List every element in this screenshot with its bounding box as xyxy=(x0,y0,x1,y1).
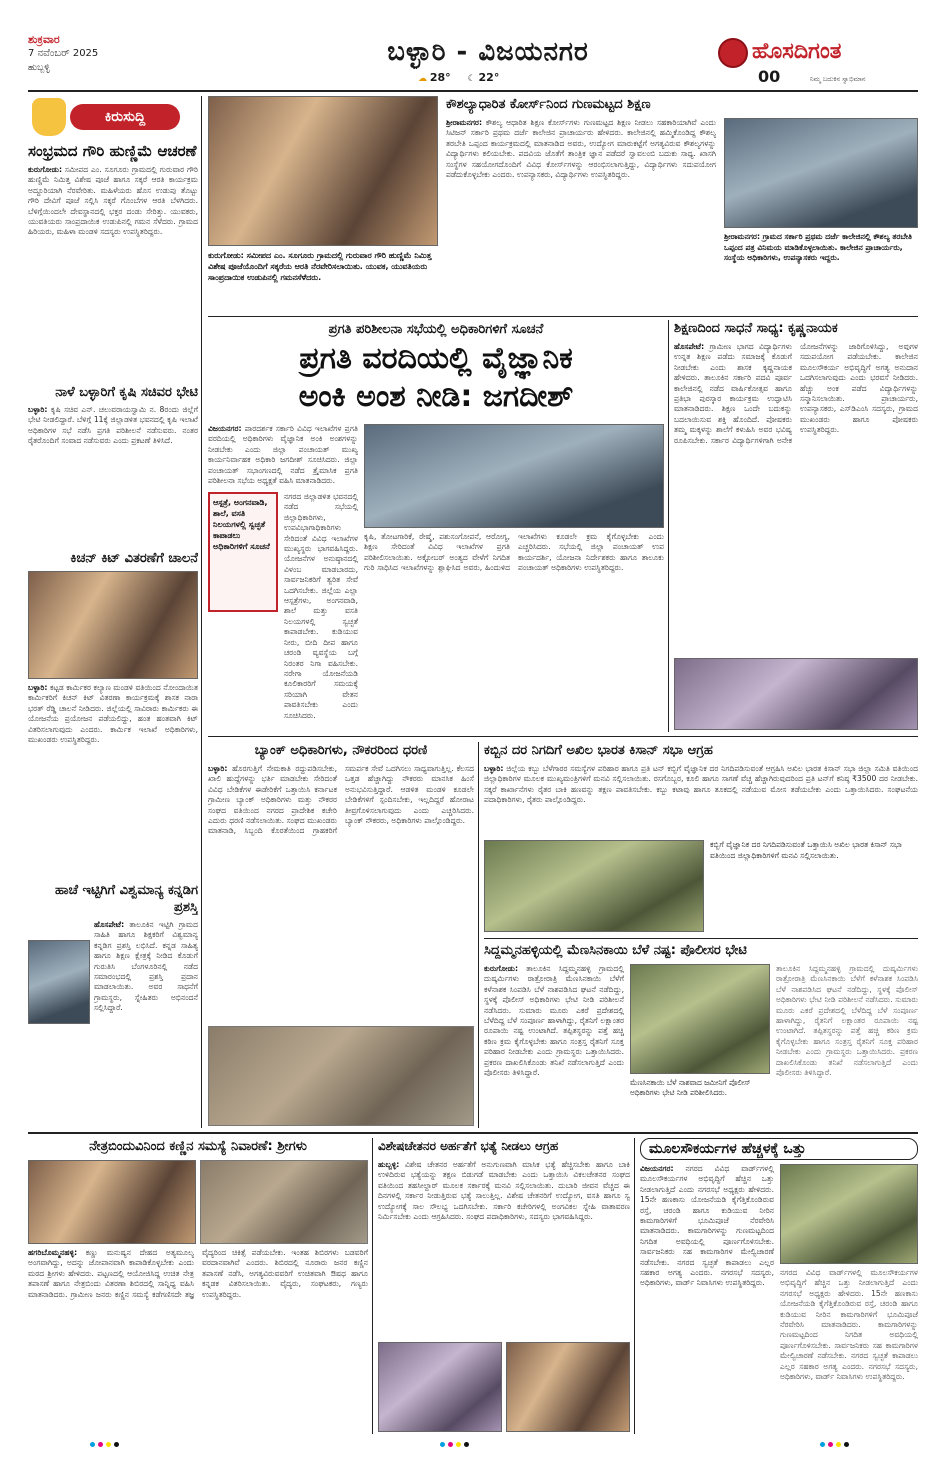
infra-text-cont: ನಗರದ ವಿವಿಧ ವಾರ್ಡ್‌ಗಳಲ್ಲಿ ಮೂಲಸೌಕರ್ಯಗಳ ಅಭಿವೃದ್ಧಿಗೆ ಹೆಚ್ಚಿನ ಒತ್ತು ನೀಡಲಾಗುತ್ತಿದೆ ಎಂದು ನಗರಸಭೆ ಅಧ್ಯಕ್ಷರು ಹೇಳಿದರು. 15ನೇ ಹಣಕಾಸು ಯೋಜನೆಯಡಿ ಕೈಗೆತ್ತಿಕೊಂಡಿರುವ ರಸ್ತೆ, ಚರಂಡಿ ಹಾಗೂ ಕುಡಿಯುವ ನೀರಿನ ಕಾಮಗಾರಿಗಳಿಗೆ ಭೂಮಿಪೂಜೆ ನೆರವೇರಿಸಿ ಮಾತನಾಡಿದರು. ಕಾಮಗಾರಿಗಳನ್ನು ಗುಣಮಟ್ಟದಿಂದ ನಿಗದಿತ ಅವಧಿಯಲ್ಲಿ ಪೂರ್ಣಗೊಳಿಸಬೇಕು. ಸಾರ್ವಜನಿಕರು ಸಹ ಕಾಮಗಾರಿಗಳ ಮೇಲ್ವಿಚಾರಣೆ ನಡೆಸಬೇಕು. ನಗರದ ಸ್ವಚ್ಛತೆ ಕಾಪಾಡಲು ಎಲ್ಲರ ಸಹಕಾರ ಅಗತ್ಯ ಎಂದರು. ನಗರಸಭೆ ಸದಸ್ಯರು, ಅಧಿಕಾರಿಗಳು, ವಾರ್ಡ್ ನಿವಾಸಿಗಳು ಉಪಸ್ಥಿತರಿದ್ದರು. xyxy=(780,1268,918,1382)
reg-dot xyxy=(448,1442,453,1447)
sugarcane-text: ಜಿಲ್ಲೆಯ ಕಬ್ಬು ಬೆಳೆಗಾರರ ಸಮಸ್ಯೆಗಳ ಪರಿಹಾರ ಹಾಗೂ ಪ್ರತಿ ಟನ್ ಕಬ್ಬಿಗೆ ವೈಜ್ಞಾನಿಕ ದರ ನಿಗದಿಪಡಿಸುವಂತೆ ಆಗ್ರಹಿಸಿ ಅಖಿಲ ಭಾರತ ಕಿಸಾನ್ ಸಭಾ ಜಿಲ್ಲಾ ಸಮಿತಿ ವತಿಯಿಂದ ಜಿಲ್ಲಾಧಿಕಾರಿಗಳ ಮೂಲಕ ಮುಖ್ಯಮಂತ್ರಿಗಳಿಗೆ ಮನವಿ ಸಲ್ಲಿಸಲಾಯಿತು. ರಸಗೊಬ್ಬರ, ಕೂಲಿ ಹಾಗೂ ಸಾಗಣೆ ವೆಚ್ಚ ಹೆಚ್ಚಾಗಿರುವುದರಿಂದ ಪ್ರತಿ ಟನ್‌ಗೆ ಕನಿಷ್ಠ ₹3500 ದರ ನೀಡಬೇಕು. ಸಕ್ಕರೆ ಕಾರ್ಖಾನೆಗಳು ರೈತರ ಬಾಕಿ ಹಣವನ್ನು ತಕ್ಷಣ ಪಾವತಿಸಬೇಕು. ಕಬ್ಬು ಕಟಾವು ಹಾಗೂ ತೂಕದಲ್ಲಿ ನಡೆಯುವ ಮೋಸ ತಡೆಯಬೇಕು ಎಂದು ಒತ್ತಾಯಿಸಿದರು. ಸಂಘಟನೆಯ ಪದಾಧಿಕಾರಿಗಳು, ರೈತರು ಪಾಲ್ಗೊಂಡಿದ್ದರು. xyxy=(484,764,918,805)
education-headline: ಶಿಕ್ಷಣದಿಂದ ಸಾಧನೆ ಸಾಧ್ಯ: ಕೃಷ್ಣನಾಯಕ xyxy=(674,321,838,336)
sugarcane-dateline: ಬಳ್ಳಾರಿ: xyxy=(484,764,504,773)
kirusuddi-badge xyxy=(28,96,198,140)
kiru-dateline-2: ಬಳ್ಳಾರಿ: xyxy=(28,405,48,414)
sugarcane-rule xyxy=(484,938,918,939)
lead-divider xyxy=(668,320,669,732)
eye-camp-photo-2 xyxy=(200,1160,368,1244)
page-number: 00 xyxy=(758,67,781,86)
kiru-text-1: ಸಮೀಪದ ಎಂ. ಸೂಗೂರು ಗ್ರಾಮದಲ್ಲಿ ಗುರುವಾರ ಗೌರಿ ಹುಣ್ಣಿಮೆ ನಿಮಿತ್ತ ವಿಶೇಷ ಪೂಜೆ ಹಾಗೂ ಸಕ್ಕರೆ ಆರತಿ ಕಾರ್ಯಕ್ರಮ ಅದ್ದೂರಿಯಾಗಿ ನೆರವೇರಿತು. ಮಹಿಳೆಯರು ಹೊಸ ಉಡುಪು ತೊಟ್ಟು ಗೌರಿ ದೇವಿಗೆ ಪೂಜೆ ಸಲ್ಲಿಸಿ ಸಕ್ಕರೆ ಗೊಂಬೆಗಳ ಆರತಿ ಬೆಳಗಿದರು. ಬೆಳಿಗ್ಗೆಯಿಂದಲೇ ದೇವಸ್ಥಾನದಲ್ಲಿ ಭಕ್ತರ ದಂಡು ಸೇರಿತ್ತು. ಯುವಕರು, ಯುವತಿಯರು ಸಾಂಪ್ರದಾಯಿಕ ಉಡುಪಿನಲ್ಲಿ ಗಮನ ಸೆಳೆದರು. ಗ್ರಾಮದ ಹಿರಿಯರು, ಮಹಿಳಾ ಮಂಡಳಿ ಸದಸ್ಯರು ಉಪಸ್ಥಿತರಿದ್ದರು. xyxy=(28,165,198,237)
skill-text: ಕೌಶಲ್ಯ ಆಧಾರಿತ ಶಿಕ್ಷಣ ಕೋರ್ಸ್‌ಗಳು ಗುಣಮಟ್ಟದ ಶಿಕ್ಷಣ ನೀಡಲು ಸಹಕಾರಿಯಾಗಿವೆ ಎಂದು ಸಿಟಿಜನ್ ಸರ್ಕಾರಿ ಪ್ರಥಮ ದರ್ಜೆ ಕಾಲೇಜಿನ ಪ್ರಾಚಾರ್ಯರು ಹೇಳಿದರು. ಕಾಲೇಜಿನಲ್ಲಿ ಹಮ್ಮಿಕೊಂಡಿದ್ದ ಕೌಶಲ್ಯ ತರಬೇತಿ ಒಪ್ಪಂದ ಕಾರ್ಯಕ್ರಮದಲ್ಲಿ ಮಾತನಾಡಿದ ಅವರು, ಉದ್ಯೋಗ ಮಾರುಕಟ್ಟೆಗೆ ಅಗತ್ಯವಿರುವ ಕೌಶಲ್ಯಗಳನ್ನು ವಿದ್ಯಾರ್ಥಿಗಳು ಕಲಿಯಬೇಕು. ಪದವಿಯ ಜೊತೆಗೆ ತಾಂತ್ರಿಕ ಜ್ಞಾನ ಪಡೆದರೆ ಸ್ವಾವಲಂಬಿ ಬದುಕು ಸಾಧ್ಯ. ಖಾಸಗಿ ಸಂಸ್ಥೆಗಳ ಸಹಯೋಗದೊಂದಿಗೆ ವಿವಿಧ ಕೋರ್ಸ್‌ಗಳನ್ನು ಆರಂಭಿಸಲಾಗುತ್ತಿದ್ದು, ವಿದ್ಯಾರ್ಥಿಗಳು ಸದುಪಯೋಗ ಪಡೆದುಕೊಳ್ಳಬೇಕು ಎಂದರು. ಉಪನ್ಯಾಸಕರು, ವಿದ್ಯಾರ್ಥಿಗಳು ಉಪಸ್ಥಿತರಿದ್ದರು. xyxy=(446,118,716,180)
brand-name: ಹೊಸದಿಗಂತ xyxy=(752,39,842,64)
education-story xyxy=(674,320,918,732)
chilli-caption: ಮೆಣಸಿನಕಾಯಿ ಬೆಳೆ ನಾಶವಾದ ಜಮೀನಿಗೆ ಪೊಲೀಸ್ ಅಧಿಕಾರಿಗಳು ಭೇಟಿ ನೀಡಿ ಪರಿಶೀಲಿಸಿದರು. xyxy=(630,1078,751,1097)
chilli-dateline: ಕುರುಗೋಡು: xyxy=(484,964,518,973)
reg-dot xyxy=(820,1442,825,1447)
disabled-photo-2 xyxy=(506,1342,630,1432)
kiru-title-3: ಕಿಚನ್ ಕಿಟ್ ವಿತರಣೆಗೆ ಚಾಲನೆ xyxy=(70,551,198,566)
chilli-text: ತಾಲೂಕಿನ ಸಿದ್ದಮ್ಮನಹಳ್ಳಿ ಗ್ರಾಮದಲ್ಲಿ ದುಷ್ಕರ್ಮಿಗಳು ರಾತ್ರೋರಾತ್ರಿ ಮೆಣಸಿನಕಾಯಿ ಬೆಳೆಗೆ ಕಳೆನಾಶಕ ಸಿಂಪಡಿಸಿ ಬೆಳೆ ನಾಶಪಡಿಸಿದ ಘಟನೆ ನಡೆದಿದ್ದು, ಸ್ಥಳಕ್ಕೆ ಪೊಲೀಸ್ ಅಧಿಕಾರಿಗಳು ಭೇಟಿ ನೀಡಿ ಪರಿಶೀಲನೆ ನಡೆಸಿದರು. ಸುಮಾರು ಮೂರು ಎಕರೆ ಪ್ರದೇಶದಲ್ಲಿ ಬೆಳೆದಿದ್ದ ಬೆಳೆ ಸಂಪೂರ್ಣ ಹಾಳಾಗಿದ್ದು, ರೈತನಿಗೆ ಲಕ್ಷಾಂತರ ರೂಪಾಯಿ ನಷ್ಟ ಉಂಟಾಗಿದೆ. ತಪ್ಪಿತಸ್ಥರನ್ನು ಪತ್ತೆ ಹಚ್ಚಿ ಕಠಿಣ ಕ್ರಮ ಕೈಗೊಳ್ಳಬೇಕು ಹಾಗೂ ಸಂತ್ರಸ್ತ ರೈತನಿಗೆ ಸೂಕ್ತ ಪರಿಹಾರ ನೀಡಬೇಕು ಎಂದು ಗ್ರಾಮಸ್ಥರು ಒತ್ತಾಯಿಸಿದರು. ಪ್ರಕರಣ ದಾಖಲಿಸಿಕೊಂಡು ತನಿಖೆ ನಡೆಸಲಾಗುತ್ತಿದೆ ಎಂದು ಪೊಲೀಸರು ತಿಳಿಸಿದ್ದಾರೆ. xyxy=(484,964,624,1078)
lead-pull-quote xyxy=(208,492,278,612)
chilli-field-photo xyxy=(630,964,770,1074)
sugarcane-body xyxy=(484,764,918,836)
disabled-story xyxy=(378,1138,630,1434)
lead-text-1: ಪಾರದರ್ಶಕ ಸರ್ಕಾರಿ ವಿವಿಧ ಇಲಾಖೆಗಳ ಪ್ರಗತಿ ವರದಿಯಲ್ಲಿ ಅಧಿಕಾರಿಗಳು ವೈಜ್ಞಾನಿಕ ಅಂಕಿ ಅಂಶಗಳನ್ನು ನೀಡಬೇಕು ಎಂದು ಜಿಲ್ಲಾ ಪಂಚಾಯತ್ ಮುಖ್ಯ ಕಾರ್ಯನಿರ್ವಾಹಕ ಅಧಿಕಾರಿ ಜಗದೀಶ್ ಸೂಚಿಸಿದರು. ಜಿಲ್ಲಾ ಪಂಚಾಯತ್ ಸಭಾಂಗಣದಲ್ಲಿ ನಡೆದ ತ್ರೈಮಾಸಿಕ ಪ್ರಗತಿ ಪರಿಶೀಲನಾ ಸಭೆಯ ಅಧ್ಯಕ್ಷತೆ ವಹಿಸಿ ಮಾತನಾಡಿದರು. xyxy=(208,424,358,486)
masthead xyxy=(28,33,918,89)
bank-text: ಹೊರಗುತ್ತಿಗೆ ನೇಮಕಾತಿ ರದ್ದುಪಡಿಸಬೇಕು, ಖಾಲಿ ಹುದ್ದೆಗಳನ್ನು ಭರ್ತಿ ಮಾಡಬೇಕು ಸೇರಿದಂತೆ ವಿವಿಧ ಬೇಡಿಕೆಗಳ ಈಡೇರಿಕೆಗೆ ಒತ್ತಾಯಿಸಿ ಕರ್ನಾಟಕ ಗ್ರಾಮೀಣ ಬ್ಯಾಂಕ್ ಅಧಿಕಾರಿಗಳು ಮತ್ತು ನೌಕರರ ಸಂಘದ ವತಿಯಿಂದ ನಗರದ ಪ್ರಾದೇಶಿಕ ಕಚೇರಿ ಎದುರು ಧರಣಿ ನಡೆಸಲಾಯಿತು. ಸಂಘದ ಮುಖಂಡರು ಮಾತನಾಡಿ, ಸಿಬ್ಬಂದಿ ಕೊರತೆಯಿಂದ ಗ್ರಾಹಕರಿಗೆ ಸಮರ್ಪಕ ಸೇವೆ ಒದಗಿಸಲು ಸಾಧ್ಯವಾಗುತ್ತಿಲ್ಲ. ಕೆಲಸದ ಒತ್ತಡ ಹೆಚ್ಚಾಗಿದ್ದು ನೌಕರರು ಮಾನಸಿಕ ಹಿಂಸೆ ಅನುಭವಿಸುತ್ತಿದ್ದಾರೆ. ಆಡಳಿತ ಮಂಡಳಿ ಕೂಡಲೇ ಬೇಡಿಕೆಗಳಿಗೆ ಸ್ಪಂದಿಸಬೇಕು, ಇಲ್ಲದಿದ್ದರೆ ಹೋರಾಟ ತೀವ್ರಗೊಳಿಸಲಾಗುವುದು ಎಂದು ಎಚ್ಚರಿಸಿದರು. ಬ್ಯಾಂಕ್ ನೌಕರರು, ಅಧಿಕಾರಿಗಳು ಪಾಲ್ಗೊಂಡಿದ್ದರು. xyxy=(208,764,474,836)
weather-min: 22° xyxy=(478,71,500,84)
masthead-dateblock xyxy=(28,33,148,89)
reg-dot xyxy=(836,1442,841,1447)
bank-body xyxy=(208,764,474,1022)
lead-text-3: ಕೃಷಿ, ತೋಟಗಾರಿಕೆ, ರೇಷ್ಮೆ, ಪಶುಸಂಗೋಪನೆ, ಆರೋಗ್ಯ, ಶಿಕ್ಷಣ ಸೇರಿದಂತೆ ವಿವಿಧ ಇಲಾಖೆಗಳ ಪ್ರಗತಿ ಪರಿಶೀಲಿಸಲಾಯಿತು. ಅಕ್ಟೋಬರ್ ಅಂತ್ಯದ ವೇಳೆಗೆ ನಿಗದಿತ ಗುರಿ ಸಾಧಿಸಿದ ಇಲಾಖೆಗಳನ್ನು ಶ್ಲಾಘಿಸಿದ ಅವರು, ಹಿಂದುಳಿದ ಇಲಾಖೆಗಳು ಕೂಡಲೇ ಕ್ರಮ ಕೈಗೊಳ್ಳಬೇಕು ಎಂದು ಎಚ್ಚರಿಸಿದರು. ಸಭೆಯಲ್ಲಿ ಜಿಲ್ಲಾ ಪಂಚಾಯತ್ ಉಪ ಕಾರ್ಯದರ್ಶಿ, ಯೋಜನಾ ನಿರ್ದೇಶಕರು ಹಾಗೂ ತಾಲೂಕು ಪಂಚಾಯತ್ ಅಧಿಕಾರಿಗಳು ಉಪಸ್ಥಿತರಿದ್ದರು. xyxy=(364,532,664,573)
lead-headline-2: ಅಂಕಿ ಅಂಶ ನೀಡಿ: ಜಗದೀಶ್ xyxy=(298,379,574,414)
award-portrait-photo xyxy=(28,940,90,1024)
left-column-divider xyxy=(201,96,202,1128)
chilli-body-right xyxy=(776,964,918,1126)
infra-text: ನಗರದ ವಿವಿಧ ವಾರ್ಡ್‌ಗಳಲ್ಲಿ ಮೂಲಸೌಕರ್ಯಗಳ ಅಭಿವೃದ್ಧಿಗೆ ಹೆಚ್ಚಿನ ಒತ್ತು ನೀಡಲಾಗುತ್ತಿದೆ ಎಂದು ನಗರಸಭೆ ಅಧ್ಯಕ್ಷರು ಹೇಳಿದರು. 15ನೇ ಹಣಕಾಸು ಯೋಜನೆಯಡಿ ಕೈಗೆತ್ತಿಕೊಂಡಿರುವ ರಸ್ತೆ, ಚರಂಡಿ ಹಾಗೂ ಕುಡಿಯುವ ನೀರಿನ ಕಾಮಗಾರಿಗಳಿಗೆ ಭೂಮಿಪೂಜೆ ನೆರವೇರಿಸಿ ಮಾತನಾಡಿದರು. ಕಾಮಗಾರಿಗಳನ್ನು ಗುಣಮಟ್ಟದಿಂದ ನಿಗದಿತ ಅವಧಿಯಲ್ಲಿ ಪೂರ್ಣಗೊಳಿಸಬೇಕು. ಸಾರ್ವಜನಿಕರು ಸಹ ಕಾಮಗಾರಿಗಳ ಮೇಲ್ವಿಚಾರಣೆ ನಡೆಸಬೇಕು. ನಗರದ ಸ್ವಚ್ಛತೆ ಕಾಪಾಡಲು ಎಲ್ಲರ ಸಹಕಾರ ಅಗತ್ಯ ಎಂದರು. ನಗರಸಭೆ ಸದಸ್ಯರು, ಅಧಿಕಾರಿಗಳು, ವಾರ್ಡ್ ನಿವಾಸಿಗಳು ಉಪಸ್ಥಿತರಿದ್ದರು. xyxy=(640,1164,774,1288)
sugarcane-headline: ಕಬ್ಬಿನ ದರ ನಿಗದಿಗೆ ಅಖಿಲ ಭಾರತ ಕಿಸಾನ್ ಸಭಾ ಆಗ್ರಹ xyxy=(484,743,713,758)
kiru-item-1 xyxy=(28,142,198,412)
lead-pull-quote-text: ಆಸ್ಪತ್ರೆ, ಅಂಗನವಾಡಿ, ಶಾಲೆ, ವಸತಿ ನಿಲಯಗಳಲ್ಲಿ ಸ್ವಚ್ಛತೆ ಕಾಪಾಡಲು ಅಧಿಕಾರಿಗಳಿಗೆ ಸೂಚನೆ xyxy=(213,498,270,551)
masthead-rule xyxy=(28,90,918,92)
brand-block xyxy=(718,35,918,87)
sugarcane-story xyxy=(484,742,918,934)
infra-headline: ಮೂಲಸೌಕರ್ಯಗಳ ಹೆಚ್ಚಳಕ್ಕೆ ಒತ್ತು xyxy=(640,1138,918,1160)
eye-divider xyxy=(372,1138,373,1434)
kiru-body-3 xyxy=(28,683,198,853)
disabled-divider xyxy=(634,1138,635,1434)
kiru-item-2 xyxy=(28,384,198,534)
reg-dot xyxy=(98,1442,103,1447)
skill-dateline: ಶ್ರೀರಾಮನಗರ: xyxy=(446,118,482,127)
masthead-date: 7 ನವೆಂಬರ್ 2025 xyxy=(28,48,99,59)
kiru-dateline-4: ಹೊಸಪೇಟೆ: xyxy=(94,920,125,929)
skill-caption: ಶ್ರೀರಾಮನಗರ: ಗ್ರಾಮದ ಸರ್ಕಾರಿ ಪ್ರಥಮ ದರ್ಜೆ ಕಾಲೇಜಿನಲ್ಲಿ ಕೌಶಲ್ಯ ತರಬೇತಿ ಒಪ್ಪಂದ ಪತ್ರ ವಿನಿಮಯ ಮಾಡಿಕೊಳ್ಳಲಾಯಿತು. ಕಾಲೇಜಿನ ಪ್ರಾಚಾರ್ಯರು, ಸಂಸ್ಥೆಯ ಅಧಿಕಾರಿಗಳು, ಉಪನ್ಯಾಸಕರು ಇದ್ದರು. xyxy=(724,232,913,262)
brand-tagline: ನಿಮ್ಮ ಬದುಕಿನ ಸ್ವಾಭಿಮಾನ xyxy=(810,75,866,83)
lead-body-3 xyxy=(364,532,664,730)
education-photo xyxy=(674,658,918,730)
kiru-dateline-3: ಬಳ್ಳಾರಿ: xyxy=(28,683,48,692)
gauri-photo xyxy=(208,96,438,246)
chilli-headline: ಸಿದ್ದಮ್ಮನಹಳ್ಳಿಯಲ್ಲಿ ಮೆಣಸಿನಕಾಯಿ ಬೆಳೆ ನಷ್ಟ: ಪೊಲೀಸರ ಭೇಟಿ xyxy=(484,943,747,958)
education-body xyxy=(674,342,918,654)
infra-body-2 xyxy=(780,1268,918,1432)
masthead-day: ಶುಕ್ರವಾರ xyxy=(28,33,60,46)
weather xyxy=(418,71,578,85)
kiru-title-2: ನಾಳೆ ಬಳ್ಳಾರಿಗೆ ಕೃಷಿ ಸಚಿವರ ಭೇಟಿ xyxy=(55,385,198,400)
kitchen-kit-photo xyxy=(28,571,198,679)
bottom-section-rule xyxy=(28,1132,918,1134)
kiru-text-2: ಕೃಷಿ ಸಚಿವ ಎನ್. ಚಲುವರಾಯಸ್ವಾಮಿ ನ. 8ರಂದು ಜಿಲ್ಲೆಗೆ ಭೇಟಿ ನೀಡಲಿದ್ದಾರೆ. ಬೆಳಿಗ್ಗೆ 11ಕ್ಕೆ ಜಿಲ್ಲಾಡಳಿತ ಭವನದಲ್ಲಿ ಕೃಷಿ ಇಲಾಖೆ ಅಧಿಕಾರಿಗಳ ಸಭೆ ನಡೆಸಿ ಪ್ರಗತಿ ಪರಿಶೀಲನೆ ನಡೆಸುವರು. ನಂತರ ರೈತರೊಂದಿಗೆ ಸಂವಾದ ನಡೆಸುವರು ಎಂದು ಪ್ರಕಟಣೆ ತಿಳಿಸಿದೆ. xyxy=(28,405,198,446)
moon-icon: ☾ xyxy=(467,74,476,84)
education-dateline: ಹೊಸಪೇಟೆ: xyxy=(674,342,705,351)
eye-headline: ನೇತ್ರಬಿಂದುವಿನಿಂದ ಕಣ್ಣಿನ ಸಮಸ್ಯೆ ನಿವಾರಣೆ: ಶ್ರೀಗಳು xyxy=(89,1139,307,1154)
bank-dateline: ಬಳ್ಳಾರಿ: xyxy=(208,764,228,773)
lead-story xyxy=(208,320,664,732)
reg-dot xyxy=(114,1442,119,1447)
kirusuddi-column xyxy=(28,96,198,1128)
eye-camp-photo-1 xyxy=(28,1160,196,1244)
sun-cloud-icon: ☁ xyxy=(418,74,427,84)
lead-dateline: ವಿಜಯನಗರ: xyxy=(208,424,242,433)
lead-body-2 xyxy=(284,492,358,730)
top-section-rule xyxy=(208,316,918,317)
reg-dot xyxy=(106,1442,111,1447)
lead-text-2: ನಗರದ ಜಿಲ್ಲಾಡಳಿತ ಭವನದಲ್ಲಿ ನಡೆದ ಸಭೆಯಲ್ಲಿ ಜಿಲ್ಲಾಧಿಕಾರಿಗಳು, ಉಪವಿಭಾಗಾಧಿಕಾರಿಗಳು ಸೇರಿದಂತೆ ವಿವಿಧ ಇಲಾಖೆಗಳ ಮುಖ್ಯಸ್ಥರು ಭಾಗವಹಿಸಿದ್ದರು. ಯೋಜನೆಗಳ ಅನುಷ್ಠಾನದಲ್ಲಿ ವಿಳಂಬ ಮಾಡಬಾರದು, ಸಾರ್ವಜನಿಕರಿಗೆ ತ್ವರಿತ ಸೇವೆ ಒದಗಿಸಬೇಕು. ಜಿಲ್ಲೆಯ ಎಲ್ಲಾ ಆಸ್ಪತ್ರೆಗಳು, ಅಂಗನವಾಡಿ, ಶಾಲೆ ಮತ್ತು ವಸತಿ ನಿಲಯಗಳಲ್ಲಿ ಸ್ವಚ್ಛತೆ ಕಾಪಾಡಬೇಕು. ಕುಡಿಯುವ ನೀರು, ಬೀದಿ ದೀಪ ಹಾಗೂ ಚರಂಡಿ ವ್ಯವಸ್ಥೆಯ ಬಗ್ಗೆ ನಿರಂತರ ನಿಗಾ ವಹಿಸಬೇಕು. ನರೇಗಾ ಯೋಜನೆಯಡಿ ಕೂಲಿಕಾರರಿಗೆ ಸಮಯಕ್ಕೆ ಸರಿಯಾಗಿ ವೇತನ ಪಾವತಿಸಬೇಕು ಎಂದು ಸೂಚಿಸಿದರು. xyxy=(284,492,358,720)
lead-headline-1: ಪ್ರಗತಿ ವರದಿಯಲ್ಲಿ ವೈಜ್ಞಾನಿಕ xyxy=(299,341,573,376)
reg-dot xyxy=(828,1442,833,1447)
reg-dot xyxy=(844,1442,849,1447)
registration-marks-left xyxy=(90,1442,119,1447)
lead-body-1 xyxy=(208,424,358,488)
registration-marks-right xyxy=(820,1442,849,1447)
kiru-text-4: ತಾಲೂಕಿನ ಇಟ್ಟಿಗಿ ಗ್ರಾಮದ ಸಾಹಿತಿ ಹಾಗೂ ಶಿಕ್ಷಕರಿಗೆ ವಿಶ್ವಮಾನ್ಯ ಕನ್ನಡಿಗ ಪ್ರಶಸ್ತಿ ಲಭಿಸಿದೆ. ಕನ್ನಡ ಸಾಹಿತ್ಯ ಹಾಗೂ ಶಿಕ್ಷಣ ಕ್ಷೇತ್ರಕ್ಕೆ ನೀಡಿದ ಕೊಡುಗೆ ಗುರುತಿಸಿ ಬೆಂಗಳೂರಿನಲ್ಲಿ ನಡೆದ ಸಮಾರಂಭದಲ್ಲಿ ಪ್ರಶಸ್ತಿ ಪ್ರದಾನ ಮಾಡಲಾಯಿತು. ಅವರ ಸಾಧನೆಗೆ ಗ್ರಾಮಸ್ಥರು, ಸ್ನೇಹಿತರು ಅಭಿನಂದನೆ ಸಲ್ಲಿಸಿದ್ದಾರೆ. xyxy=(94,920,198,1013)
kiru-title-4: ಹಾಚೆ ಇಟ್ಟಿಗಿಗೆ ವಿಶ್ವಮಾನ್ಯ ಕನ್ನಡಿಗ ಪ್ರಶಸ್ತಿ xyxy=(55,883,198,915)
bank-story xyxy=(208,742,474,1128)
kiru-body-4 xyxy=(94,920,198,1126)
reg-dot xyxy=(440,1442,445,1447)
kiru-item-4 xyxy=(28,882,198,1128)
eye-body xyxy=(28,1248,368,1432)
disabled-body xyxy=(378,1160,630,1338)
brand-logo-icon xyxy=(718,38,748,68)
skill-headline: ಕೌಶಲ್ಯಾಧಾರಿತ ಕೋರ್ಸ್‌ನಿಂದ ಗುಣಮಟ್ಟದ ಶಿಕ್ಷಣ xyxy=(446,97,651,112)
bank-divider xyxy=(478,742,479,1128)
registration-marks-center xyxy=(440,1442,469,1447)
kiru-text-3: ಕಟ್ಟಡ ಕಾರ್ಮಿಕರ ಕಲ್ಯಾಣ ಮಂಡಳಿ ವತಿಯಿಂದ ನೋಂದಾಯಿತ ಕಾರ್ಮಿಕರಿಗೆ ಕಿಚನ್ ಕಿಟ್ ವಿತರಣಾ ಕಾರ್ಯಕ್ರಮಕ್ಕೆ ಶಾಸಕ ನಾರಾ ಭರತ್ ರೆಡ್ಡಿ ಚಾಲನೆ ನೀಡಿದರು. ಜಿಲ್ಲೆಯಲ್ಲಿ ಸಾವಿರಾರು ಕಾರ್ಮಿಕರು ಈ ಯೋಜನೆಯ ಪ್ರಯೋಜನ ಪಡೆಯಲಿದ್ದು, ಹಂತ ಹಂತವಾಗಿ ಕಿಟ್ ವಿತರಿಸಲಾಗುವುದು ಎಂದರು. ಕಾರ್ಮಿಕ ಇಲಾಖೆ ಅಧಿಕಾರಿಗಳು, ಮುಖಂಡರು ಉಪಸ್ಥಿತರಿದ್ದರು. xyxy=(28,683,198,745)
skill-story xyxy=(446,96,918,314)
chilli-text-cont: ತಾಲೂಕಿನ ಸಿದ್ದಮ್ಮನಹಳ್ಳಿ ಗ್ರಾಮದಲ್ಲಿ ದುಷ್ಕರ್ಮಿಗಳು ರಾತ್ರೋರಾತ್ರಿ ಮೆಣಸಿನಕಾಯಿ ಬೆಳೆಗೆ ಕಳೆನಾಶಕ ಸಿಂಪಡಿಸಿ ಬೆಳೆ ನಾಶಪಡಿಸಿದ ಘಟನೆ ನಡೆದಿದ್ದು, ಸ್ಥಳಕ್ಕೆ ಪೊಲೀಸ್ ಅಧಿಕಾರಿಗಳು ಭೇಟಿ ನೀಡಿ ಪರಿಶೀಲನೆ ನಡೆಸಿದರು. ಸುಮಾರು ಮೂರು ಎಕರೆ ಪ್ರದೇಶದಲ್ಲಿ ಬೆಳೆದಿದ್ದ ಬೆಳೆ ಸಂಪೂರ್ಣ ಹಾಳಾಗಿದ್ದು, ರೈತನಿಗೆ ಲಕ್ಷಾಂತರ ರೂಪಾಯಿ ನಷ್ಟ ಉಂಟಾಗಿದೆ. ತಪ್ಪಿತಸ್ಥರನ್ನು ಪತ್ತೆ ಹಚ್ಚಿ ಕಠಿಣ ಕ್ರಮ ಕೈಗೊಳ್ಳಬೇಕು ಹಾಗೂ ಸಂತ್ರಸ್ತ ರೈತನಿಗೆ ಸೂಕ್ತ ಪರಿಹಾರ ನೀಡಬೇಕು ಎಂದು ಗ್ರಾಮಸ್ಥರು ಒತ್ತಾಯಿಸಿದರು. ಪ್ರಕರಣ ದಾಖಲಿಸಿಕೊಂಡು ತನಿಖೆ ನಡೆಸಲಾಗುತ್ತಿದೆ ಎಂದು ಪೊಲೀಸರು ತಿಳಿಸಿದ್ದಾರೆ. xyxy=(776,964,918,1078)
mid-section-rule xyxy=(208,736,918,737)
kiru-body-1 xyxy=(28,165,198,391)
infra-dateline: ವಿಜಯನಗರ: xyxy=(640,1164,674,1173)
skill-body xyxy=(446,118,716,312)
edition-title: ಬಳ್ಳಾರಿ - ವಿಜಯನಗರ xyxy=(387,37,589,67)
kiru-item-3 xyxy=(28,550,198,872)
skill-photo xyxy=(724,118,918,228)
infra-story xyxy=(640,1138,918,1434)
eye-story xyxy=(28,1138,368,1434)
reg-dot xyxy=(90,1442,95,1447)
bank-protest-photo xyxy=(208,1026,474,1126)
lead-kicker: ಪ್ರಗತಿ ಪರಿಶೀಲನಾ ಸಭೆಯಲ್ಲಿ ಅಧಿಕಾರಿಗಳಿಗೆ ಸೂಚನೆ xyxy=(328,322,544,337)
disabled-headline: ವಿಶೇಷಚೇತನರ ಅರ್ಹತೆಗೆ ಭತ್ಯೆ ನೀಡಲು ಆಗ್ರಹ xyxy=(378,1139,559,1153)
infra-body-1 xyxy=(640,1164,774,1432)
disabled-photo-1 xyxy=(378,1342,502,1432)
eye-dateline: ಹಗರಿಬೊಮ್ಮನಹಳ್ಳಿ: xyxy=(28,1248,78,1257)
reg-dot xyxy=(464,1442,469,1447)
disabled-text: ವಿಶೇಷ ಚೇತನರ ಅರ್ಹತೆಗೆ ಅನುಗುಣವಾಗಿ ಮಾಸಿಕ ಭತ್ಯೆ ಹೆಚ್ಚಿಸಬೇಕು ಹಾಗೂ ಬಾಕಿ ಉಳಿದಿರುವ ಭತ್ಯೆಯನ್ನು ತಕ್ಷಣ ಬಿಡುಗಡೆ ಮಾಡಬೇಕು ಎಂದು ಒತ್ತಾಯಿಸಿ ವಿಕಲಚೇತನರ ಸಂಘದ ವತಿಯಿಂದ ತಹಸೀಲ್ದಾರ್ ಮೂಲಕ ಸರ್ಕಾರಕ್ಕೆ ಮನವಿ ಸಲ್ಲಿಸಲಾಯಿತು. ದುಬಾರಿ ಜೀವನ ವೆಚ್ಚದ ಈ ದಿನಗಳಲ್ಲಿ ಸರ್ಕಾರ ನೀಡುತ್ತಿರುವ ಭತ್ಯೆ ಸಾಲುತ್ತಿಲ್ಲ. ವಿಶೇಷ ಚೇತನರಿಗೆ ಉದ್ಯೋಗ, ವಸತಿ ಹಾಗೂ ಸ್ವ ಉದ್ಯೋಗಕ್ಕೆ ಸಾಲ ಸೌಲಭ್ಯ ಒದಗಿಸಬೇಕು. ಸರ್ಕಾರಿ ಕಚೇರಿಗಳಲ್ಲಿ ಅಂಗವಿಕಲ ಸ್ನೇಹಿ ವಾತಾವರಣ ನಿರ್ಮಿಸಬೇಕು ಎಂದು ಆಗ್ರಹಿಸಿದರು. ಸಂಘದ ಪದಾಧಿಕಾರಿಗಳು, ಸದಸ್ಯರು ಭಾಗವಹಿಸಿದ್ದರು. xyxy=(378,1160,630,1222)
bank-headline: ಬ್ಯಾಂಕ್ ಅಧಿಕಾರಿಗಳು, ನೌಕರರಿಂದ ಧರಣಿ xyxy=(254,743,428,758)
kiru-title-1: ಸಂಭ್ರಮದ ಗೌರಿ ಹುಣ್ಣಿಮೆ ಆಚರಣೆ xyxy=(28,142,197,160)
sugarcane-caption: ಕಬ್ಬಿಗೆ ವೈಜ್ಞಾನಿಕ ದರ ನಿಗದಿಪಡಿಸುವಂತೆ ಒತ್ತಾಯಿಸಿ ಅಖಿಲ ಭಾರತ ಕಿಸಾನ್ ಸಭಾ ವತಿಯಿಂದ ಜಿಲ್ಲಾಧಿಕಾರಿಗಳಿಗೆ ಮನವಿ ಸಲ್ಲಿಸಲಾಯಿತು. xyxy=(710,840,902,860)
kirusuddi-label: ಕಿರುಸುದ್ದಿ xyxy=(70,104,180,130)
gauri-story xyxy=(208,96,438,314)
masthead-city: ಹುಬ್ಬಳ್ಳಿ xyxy=(28,63,50,73)
disabled-dateline: ಹುಬ್ಬಳ್ಳಿ: xyxy=(378,1160,400,1169)
chilli-body-left xyxy=(484,964,624,1126)
education-text: ಗ್ರಾಮೀಣ ಭಾಗದ ವಿದ್ಯಾರ್ಥಿಗಳು ಉನ್ನತ ಶಿಕ್ಷಣ ಪಡೆದು ಸಮಾಜಕ್ಕೆ ಕೊಡುಗೆ ನೀಡಬೇಕು ಎಂದು ಶಾಸಕ ಕೃಷ್ಣನಾಯಕ ಹೇಳಿದರು. ತಾಲೂಕಿನ ಸರ್ಕಾರಿ ಪದವಿ ಪೂರ್ವ ಕಾಲೇಜಿನಲ್ಲಿ ನಡೆದ ವಾರ್ಷಿಕೋತ್ಸವ ಹಾಗೂ ಪ್ರತಿಭಾ ಪುರಸ್ಕಾರ ಕಾರ್ಯಕ್ರಮ ಉದ್ಘಾಟಿಸಿ ಮಾತನಾಡಿದರು. ಶಿಕ್ಷಣ ಒಂದೇ ಬದುಕನ್ನು ಬದಲಾಯಿಸುವ ಶಕ್ತಿ ಹೊಂದಿದೆ. ಪೋಷಕರು ತಮ್ಮ ಮಕ್ಕಳನ್ನು ಶಾಲೆಗೆ ಕಳುಹಿಸಿ ಅವರ ಭವಿಷ್ಯ ರೂಪಿಸಬೇಕು. ಸರ್ಕಾರ ವಿದ್ಯಾರ್ಥಿಗಳಿಗಾಗಿ ಅನೇಕ ಯೋಜನೆಗಳನ್ನು ಜಾರಿಗೊಳಿಸಿದ್ದು, ಅವುಗಳ ಸದುಪಯೋಗ ಪಡೆಯಬೇಕು. ಕಾಲೇಜಿನ ಮೂಲಸೌಕರ್ಯ ಅಭಿವೃದ್ಧಿಗೆ ಅಗತ್ಯ ಅನುದಾನ ಒದಗಿಸಲಾಗುವುದು ಎಂದು ಭರವಸೆ ನೀಡಿದರು. ಹೆಚ್ಚು ಅಂಕ ಪಡೆದ ವಿದ್ಯಾರ್ಥಿಗಳನ್ನು ಸನ್ಮಾನಿಸಲಾಯಿತು. ಪ್ರಾಚಾರ್ಯರು, ಉಪನ್ಯಾಸಕರು, ಎಸ್‌ಡಿಎಂಸಿ ಸದಸ್ಯರು, ಗ್ರಾಮದ ಮುಖಂಡರು ಹಾಗೂ ಪೋಷಕರು ಉಪಸ್ಥಿತರಿದ್ದರು. xyxy=(674,342,918,445)
weather-max: 28° xyxy=(429,71,451,84)
chilli-story xyxy=(484,942,918,1128)
reg-dot xyxy=(456,1442,461,1447)
sugarcane-photo xyxy=(484,840,704,932)
eye-text: ಕಣ್ಣು ಮನುಷ್ಯನ ದೇಹದ ಅತ್ಯಮೂಲ್ಯ ಅಂಗವಾಗಿದ್ದು, ಅದನ್ನು ಜೋಪಾನವಾಗಿ ಕಾಪಾಡಿಕೊಳ್ಳಬೇಕು ಎಂದು ಮಠದ ಶ್ರೀಗಳು ಹೇಳಿದರು. ಪಟ್ಟಣದಲ್ಲಿ ಆಯೋಜಿಸಿದ್ದ ಉಚಿತ ನೇತ್ರ ತಪಾಸಣೆ ಹಾಗೂ ನೇತ್ರಬಿಂದು ವಿತರಣಾ ಶಿಬಿರದಲ್ಲಿ ಸಾನ್ನಿಧ್ಯ ವಹಿಸಿ ಮಾತನಾಡಿದರು. ಗ್ರಾಮೀಣ ಜನರು ಕಣ್ಣಿನ ಸಮಸ್ಯೆ ಕಡೆಗಣಿಸದೇ ತಜ್ಞ ವೈದ್ಯರಿಂದ ಚಿಕಿತ್ಸೆ ಪಡೆಯಬೇಕು. ಇಂತಹ ಶಿಬಿರಗಳು ಬಡವರಿಗೆ ವರದಾನವಾಗಿವೆ ಎಂದರು. ಶಿಬಿರದಲ್ಲಿ ನೂರಾರು ಜನರ ಕಣ್ಣಿನ ತಪಾಸಣೆ ನಡೆಸಿ, ಅಗತ್ಯವಿರುವವರಿಗೆ ಉಚಿತವಾಗಿ ಔಷಧ ಹಾಗೂ ಕನ್ನಡಕ ವಿತರಿಸಲಾಯಿತು. ವೈದ್ಯರು, ಸಂಘಟಕರು, ಗಣ್ಯರು ಉಪಸ್ಥಿತರಿದ್ದರು. xyxy=(28,1248,368,1299)
kiru-dateline-1: ಕುರುಗೋಡು: xyxy=(28,165,62,174)
kiru-body-2 xyxy=(28,405,198,515)
hand-pointer-icon xyxy=(32,98,66,136)
lead-meeting-photo xyxy=(364,424,664,528)
gauri-caption: ಕುರುಗೋಡು: ಸಮೀಪದ ಎಂ. ಸೂಗೂರು ಗ್ರಾಮದಲ್ಲಿ ಗುರುವಾರ ಗೌರಿ ಹುಣ್ಣಿಮೆ ನಿಮಿತ್ತ ವಿಶೇಷ ಪೂಜೆಯೊಂದಿಗೆ ಸಕ್ಕರೆಯ ಆರತಿ ನೆರವೇರಿಸಲಾಯಿತು. ಯುವಕ, ಯುವತಿಯರು ಸಾಂಪ್ರದಾಯಿಕ ಉಡುಪಿನಲ್ಲಿ ಗಮನಸೆಳೆದರು. xyxy=(208,251,432,282)
infra-photo xyxy=(780,1164,918,1264)
